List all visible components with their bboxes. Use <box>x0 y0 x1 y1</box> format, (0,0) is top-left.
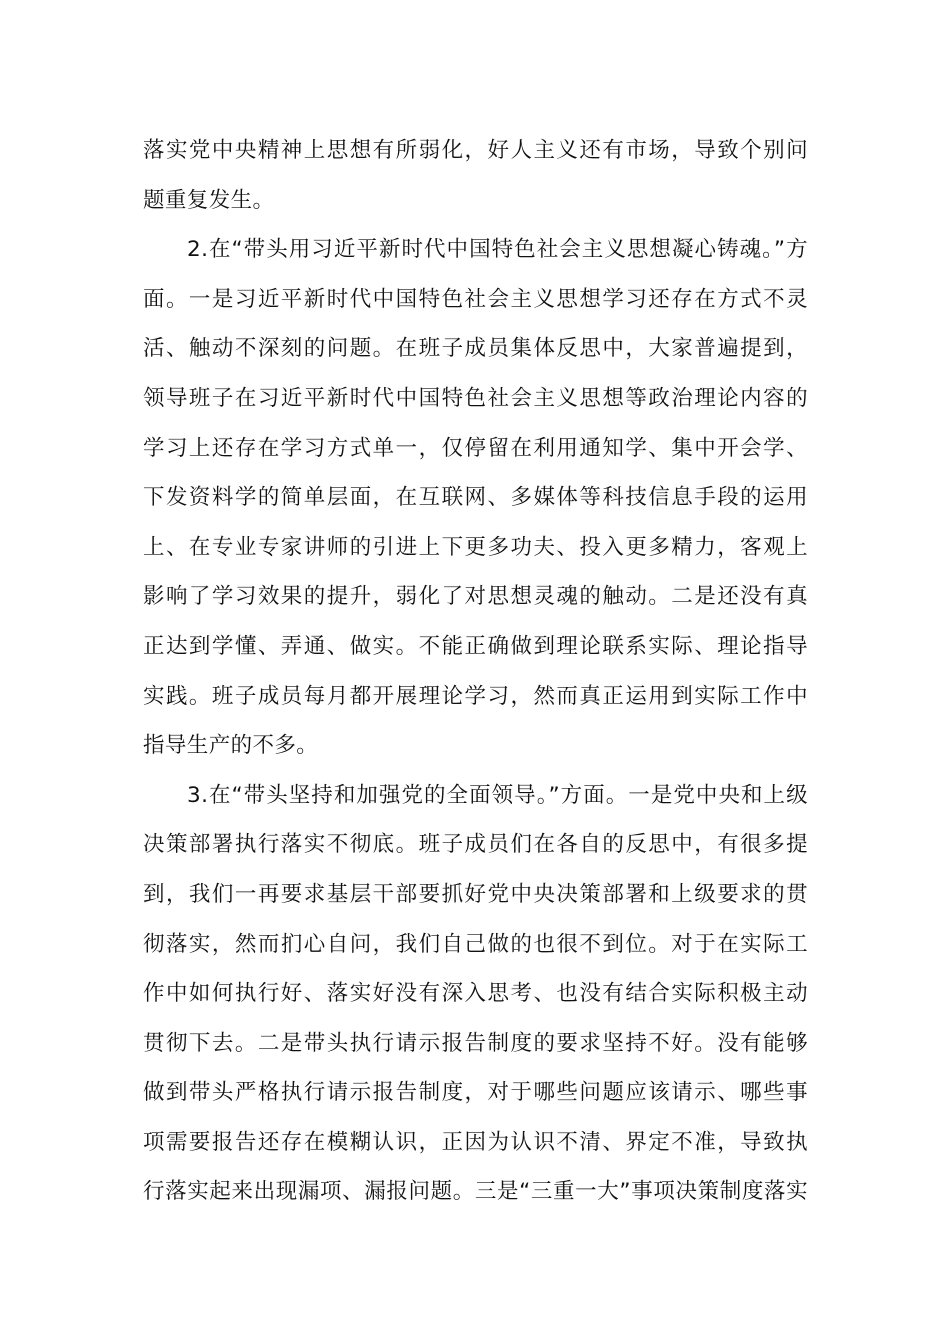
document-page <box>143 126 808 1217</box>
text-line: 彻落实，然而扪心自问，我们自己做的也很不到位。对于在实际工 <box>143 931 808 957</box>
text-line: 实践。班子成员每月都开展理论学习，然而真正运用到实际工作中 <box>143 683 808 709</box>
text-line: 项需要报告还存在模糊认识，正因为认识不清、界定不准，导致执 <box>143 1129 808 1155</box>
text-line: 作中如何执行好、落实好没有深入思考、也没有结合实际积极主动 <box>143 981 808 1007</box>
text-line: 题重复发生。 <box>143 187 275 213</box>
text-line: 正达到学懂、弄通、做实。不能正确做到理论联系实际、理论指导 <box>143 633 808 659</box>
text-line: 下发资料学的简单层面，在互联网、多媒体等科技信息手段的运用 <box>143 485 808 511</box>
text-line: 做到带头严格执行请示报告制度，对于哪些问题应该请示、哪些事 <box>143 1080 808 1106</box>
text-line: 领导班子在习近平新时代中国特色社会主义思想等政治理论内容的 <box>143 385 808 411</box>
paragraph-start-line: 3.在“带头坚持和加强党的全面领导。”方面。一是党中央和上级 <box>187 782 808 808</box>
text-line: 行落实起来出现漏项、漏报问题。三是“三重一大”事项决策制度落实 <box>143 1179 808 1205</box>
text-line: 上、在专业专家讲师的引进上下更多功夫、投入更多精力，客观上 <box>143 534 808 560</box>
text-line: 影响了学习效果的提升，弱化了对思想灵魂的触动。二是还没有真 <box>143 584 808 610</box>
text-line: 指导生产的不多。 <box>143 733 319 759</box>
text-line: 决策部署执行落实不彻底。班子成员们在各自的反思中，有很多提 <box>143 832 808 858</box>
text-line: 贯彻下去。二是带头执行请示报告制度的要求坚持不好。没有能够 <box>143 1030 808 1056</box>
text-line: 活、触动不深刻的问题。在班子成员集体反思中，大家普遍提到， <box>143 336 808 362</box>
text-line: 到，我们一再要求基层干部要抓好党中央决策部署和上级要求的贯 <box>143 881 808 907</box>
text-line: 面。一是习近平新时代中国特色社会主义思想学习还存在方式不灵 <box>143 286 808 312</box>
paragraph-start-line: 2.在“带头用习近平新时代中国特色社会主义思想凝心铸魂。”方 <box>187 237 808 263</box>
text-line: 学习上还存在学习方式单一，仅停留在利用通知学、集中开会学、 <box>143 435 808 461</box>
text-line: 落实党中央精神上思想有所弱化，好人主义还有市场，导致个别问 <box>143 138 808 163</box>
